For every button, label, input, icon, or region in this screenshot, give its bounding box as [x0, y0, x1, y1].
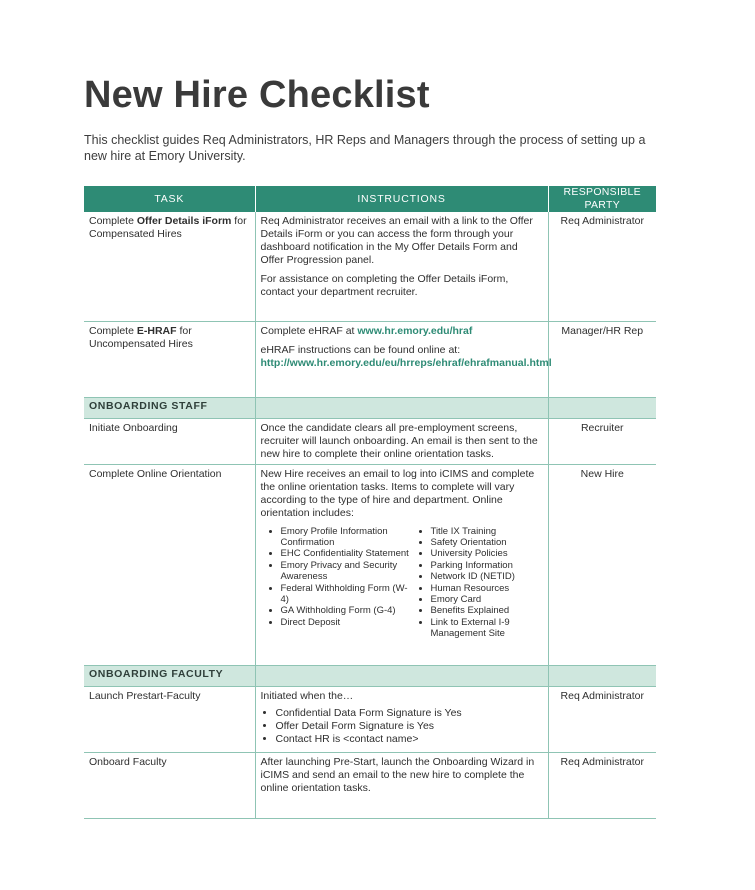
- table-row: [84, 686, 656, 752]
- party-cell: Req Administrator: [548, 686, 656, 752]
- table-row: [84, 464, 656, 665]
- party-cell: Req Administrator: [548, 212, 656, 321]
- table-row: [84, 212, 656, 321]
- instructions-cell: Initiated when the… • Confidential Data Form Signature is Yes • Offer Detail Form Signature is Yes • Contact HR is <contact name>: [255, 686, 548, 752]
- instructions-cell: After launching Pre-Start, launch the Onboarding Wizard in iCIMS and send an email to the new hire to complete the online orientation tasks.: [255, 752, 548, 818]
- list-item: • University Policies: [431, 548, 541, 559]
- instructions-cell: Complete eHRAF at www.hr.emory.edu/hraf eHRAF instructions can be found online at: http://www.hr.emory.edu/eu/hrreps/ehraf/ehrafmanual.html: [255, 321, 548, 397]
- header-task: TASK: [84, 186, 255, 212]
- header-instructions: INSTRUCTIONS: [255, 186, 548, 212]
- list-item: • Network ID (NETID): [431, 571, 541, 582]
- ehraf-manual-link[interactable]: http://www.hr.emory.edu/eu/hrreps/ehraf/ehrafmanual.html: [260, 356, 552, 369]
- table-row: [84, 321, 656, 397]
- list-item: • Human Resources: [431, 583, 541, 594]
- table-row: [84, 418, 656, 464]
- list-item: • Direct Deposit: [281, 617, 411, 628]
- list-item: • Safety Orientation: [431, 537, 541, 548]
- intro-paragraph: This checklist guides Req Administrators, HR Reps and Managers through the process of setting up a new hire at Emory University.: [84, 133, 646, 163]
- orientation-list-a: [261, 526, 411, 629]
- party-cell: New Hire: [548, 464, 656, 665]
- header-responsible-party: RESPONSIBLE PARTY: [548, 186, 656, 212]
- party-cell: Manager/HR Rep: [548, 321, 656, 397]
- party-cell: Recruiter: [548, 418, 656, 464]
- instructions-cell: Once the candidate clears all pre-employment screens, recruiter will launch onboarding. An email is then sent to the new hire to complete their online orientation tasks.: [255, 418, 548, 464]
- party-cell: Req Administrator: [548, 752, 656, 818]
- list-item: • Link to External I-9 Management Site: [431, 617, 541, 640]
- section-label: ONBOARDING FACULTY: [84, 665, 255, 686]
- orientation-list-b: [411, 526, 541, 640]
- orientation-items: [261, 526, 543, 640]
- table-header-row: [84, 186, 656, 212]
- list-item: • Emory Privacy and Security Awareness: [281, 560, 411, 583]
- list-item: • Emory Card: [431, 594, 541, 605]
- list-item: • Emory Profile Information Confirmation: [281, 526, 411, 549]
- task-cell: Complete Offer Details iForm for Compensated Hires: [84, 212, 255, 321]
- task-cell: Initiate Onboarding: [84, 418, 255, 464]
- checklist-table: [84, 186, 656, 819]
- list-item: • Parking Information: [431, 560, 541, 571]
- list-item: • Title IX Training: [431, 526, 541, 537]
- list-item: • GA Withholding Form (G-4): [281, 605, 411, 616]
- instructions-cell: New Hire receives an email to log into iCIMS and complete the online orientation tasks. Items to complete will vary according to the type of hire and department. Online orientation includes: • Emory Profile Information Confirmation • EHC Confidentiality Statement • Emory Privacy and Security Awareness • Federal Withholding Form (W-4) • GA Withholding Form (G-4) • Direct Deposit • Title IX Training • Safety Orientation • University Policies • Parking Information • Network ID (NETID) • Human Resources • Emory Card • Benefits Explained • Link to External I-9 Management Site: [255, 464, 548, 665]
- hraf-link[interactable]: www.hr.emory.edu/hraf: [357, 324, 473, 337]
- table-row: [84, 752, 656, 818]
- task-cell: Launch Prestart-Faculty: [84, 686, 255, 752]
- instructions-cell: Req Administrator receives an email with a link to the Offer Details iForm or you can access the form through your dashboard notification in the My Offer Details Form and Offer Progression panel. For assistance on completing the Offer Details iForm, contact your department recruiter.: [255, 212, 548, 321]
- prestart-conditions: [261, 707, 543, 746]
- task-cell: Onboard Faculty: [84, 752, 255, 818]
- list-item: • Benefits Explained: [431, 605, 541, 616]
- list-item: • Federal Withholding Form (W-4): [281, 583, 411, 606]
- task-cell: Complete E-HRAF for Uncompensated Hires: [84, 321, 255, 397]
- task-cell: Complete Online Orientation: [84, 464, 255, 665]
- page-title: New Hire Checklist: [84, 74, 430, 116]
- list-item: • Confidential Data Form Signature is Yes: [276, 707, 543, 720]
- list-item: • EHC Confidentiality Statement: [281, 548, 411, 559]
- section-row-staff: [84, 397, 656, 418]
- section-row-faculty: [84, 665, 656, 686]
- list-item: • Contact HR is <contact name>: [276, 733, 543, 746]
- section-label: ONBOARDING STAFF: [84, 397, 255, 418]
- list-item: • Offer Detail Form Signature is Yes: [276, 720, 543, 733]
